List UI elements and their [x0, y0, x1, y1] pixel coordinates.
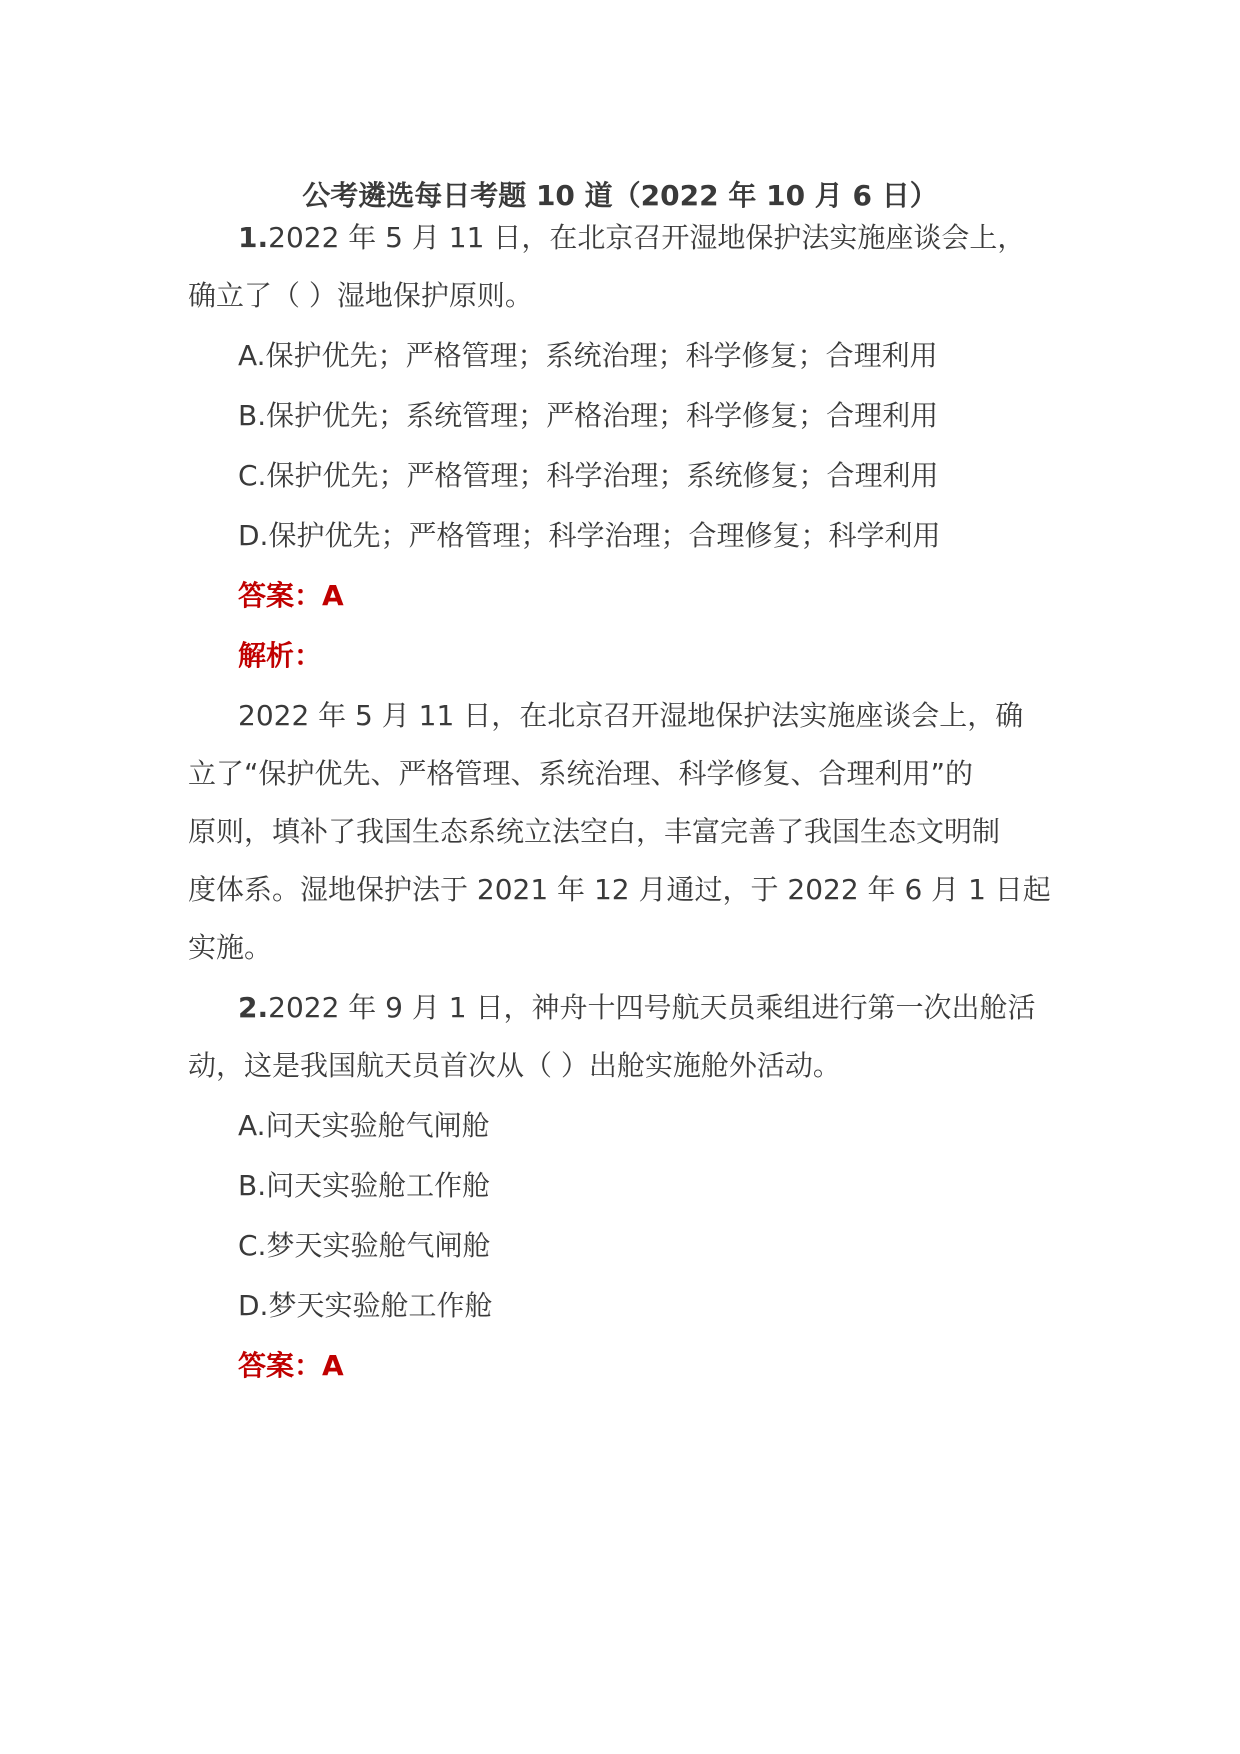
question-2-stem-text: 2022 年 9 月 1 日，神舟十四号航天员乘组进行第一次出舱活 — [268, 991, 1036, 1024]
question-1-option-d: D.保护优先；严格管理；科学治理；合理修复；科学利用 — [238, 519, 941, 552]
question-1-stem-line-2: 确立了（ ）湿地保护原则。 — [188, 279, 533, 312]
question-1-answer: 答案：A — [238, 579, 344, 612]
question-1-stem-text: 2022 年 5 月 11 日，在北京召开湿地保护法实施座谈会上， — [268, 221, 1026, 254]
question-1-option-a: A.保护优先；严格管理；系统治理；科学修复；合理利用 — [238, 339, 938, 372]
question-1-analysis-line-5: 实施。 — [188, 931, 273, 964]
question-2-number: 2. — [238, 991, 269, 1024]
question-1-analysis-line-2: 立了“保护优先、严格管理、系统治理、科学修复、合理利用”的 — [188, 757, 974, 790]
question-1-analysis-line-3: 原则，填补了我国生态系统立法空白，丰富完善了我国生态文明制 — [188, 815, 1001, 848]
page-title: 公考遴选每日考题 10 道（2022 年 10 月 6 日） — [302, 179, 938, 212]
question-2-option-a: A.问天实验舱气闸舱 — [238, 1109, 490, 1142]
question-1-option-c: C.保护优先；严格管理；科学治理；系统修复；合理利用 — [238, 459, 939, 492]
question-1-option-b: B.保护优先；系统管理；严格治理；科学修复；合理利用 — [238, 399, 939, 432]
question-1-analysis-label: 解析： — [238, 639, 323, 672]
question-2-stem-line-2: 动，这是我国航天员首次从（ ）出舱实施舱外活动。 — [188, 1049, 841, 1082]
question-2-answer: 答案：A — [238, 1349, 344, 1382]
question-1-analysis-line-1: 2022 年 5 月 11 日，在北京召开湿地保护法实施座谈会上，确 — [238, 699, 1024, 732]
question-2-option-b: B.问天实验舱工作舱 — [238, 1169, 491, 1202]
question-2-option-d: D.梦天实验舱工作舱 — [238, 1289, 493, 1322]
question-2-option-c: C.梦天实验舱气闸舱 — [238, 1229, 491, 1262]
question-1-analysis-line-4: 度体系。湿地保护法于 2021 年 12 月通过，于 2022 年 6 月 1 日起 — [188, 873, 1051, 906]
question-2-stem-line-1 — [238, 984, 1036, 1032]
question-1-number: 1. — [238, 221, 269, 254]
question-1-stem-line-1 — [238, 214, 1025, 262]
